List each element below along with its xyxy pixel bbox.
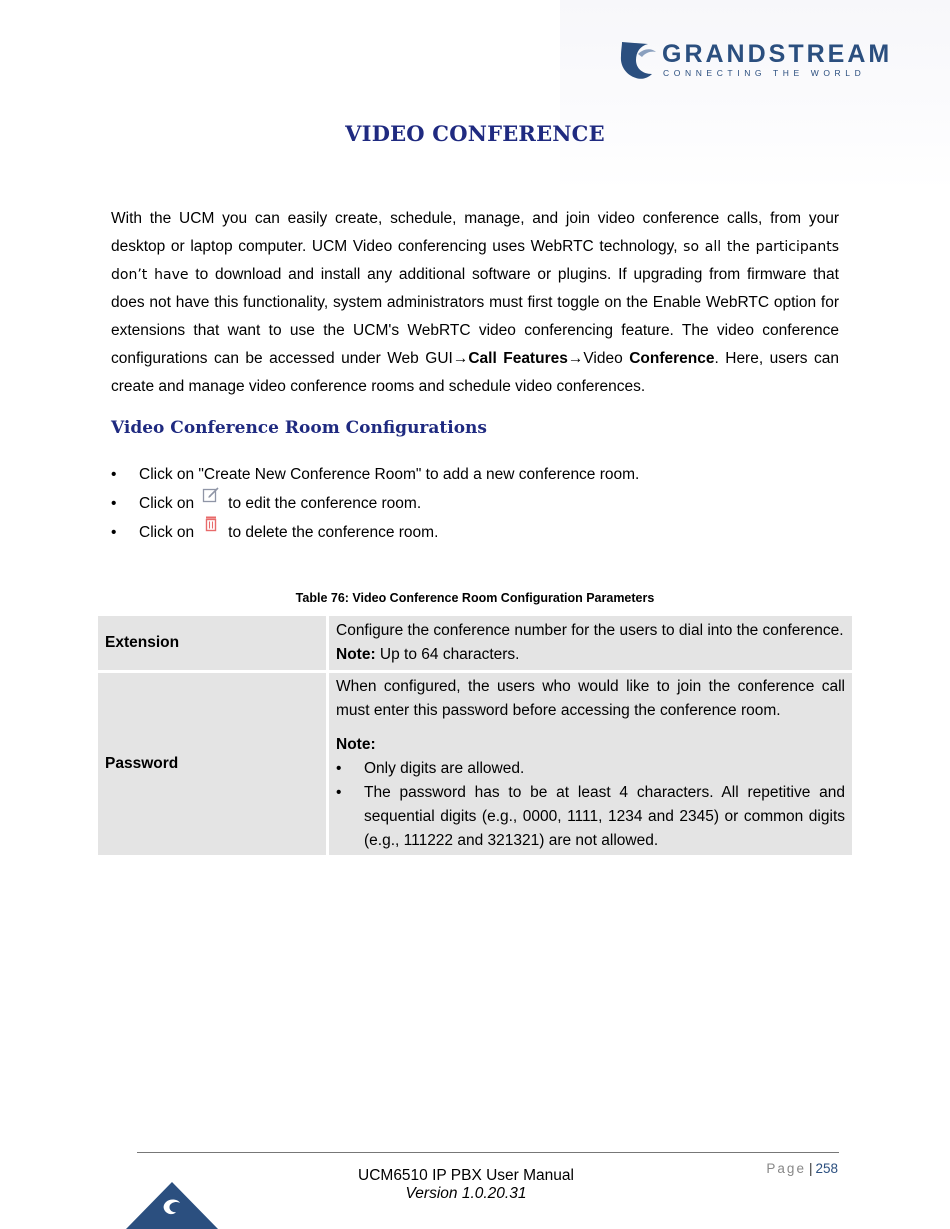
edit-icon: [202, 486, 220, 504]
bullet-icon: •: [111, 524, 117, 541]
grandstream-logo: [618, 40, 893, 85]
bullet-icon: •: [111, 495, 117, 512]
param-label: Extension: [98, 616, 326, 670]
parameters-table: [95, 613, 855, 858]
table-row: [98, 673, 852, 855]
table-caption: Table 76: Video Conference Room Configuration Parameters: [295, 591, 655, 605]
arrow-icon: →: [452, 350, 469, 367]
logo-wordmark: GRANDSTREAM: [662, 40, 893, 68]
footer-version: Version 1.0.20.31: [405, 1185, 527, 1202]
footer-divider: [137, 1152, 839, 1153]
param-description: When configured, the users who would like to join the conference call must enter this password before accessing the conference room. Note: • Only digits are allowed. • The password has to be at least 4 characters. All repetitive and sequential digits (e.g., 0000, 1111, 1234 and 2345) or common digits (e.g., 111222 and 321321) are not allowed.: [329, 673, 852, 855]
footer-manual-title: UCM6510 IP PBX User Manual: [358, 1167, 574, 1184]
list-item: • Click on to delete the conference room.: [111, 519, 639, 548]
footer-logo-icon: [126, 1182, 218, 1229]
header-background: [560, 0, 950, 190]
page-title: VIDEO CONFERENCE: [345, 121, 605, 146]
menu-path-conference: Conference: [629, 350, 715, 367]
note-list: [336, 757, 845, 853]
trash-icon: [202, 515, 220, 533]
instruction-list: [111, 461, 639, 548]
intro-paragraph: With the UCM you can easily create, schedule, manage, and join video conference calls, from your desktop or laptop computer. UCM Video conferencing uses WebRTC technology, so all the participants don’t have to download and install any additional software or plugins. If upgrading from firmware that does not have this functionality, system administrators must first toggle on the Enable WebRTC option for extensions that want to use the UCM's WebRTC video conferencing feature. The video conference configurations can be accessed under Web GUI→Call Features→Video Conference. Here, users can create and manage video conference rooms and schedule video conferences.: [111, 210, 839, 395]
page-number: Page | 258: [766, 1161, 838, 1176]
menu-path-call-features: Call Features: [468, 350, 568, 367]
arrow-icon: →: [567, 350, 584, 367]
bullet-icon: •: [336, 760, 342, 777]
table-row: [98, 616, 852, 670]
section-heading: Video Conference Room Configurations: [111, 418, 487, 438]
list-item: • The password has to be at least 4 characters. All repetitive and sequential digits (e.g., 0000, 1111, 1234 and 2345) or common digits (e.g., 111222 and 321321) are not allowed.: [336, 781, 845, 853]
grandstream-mark-icon: [618, 40, 658, 80]
param-description: Configure the conference number for the users to dial into the conference. Note: Up to 64 characters.: [329, 616, 852, 670]
list-item: • Click on "Create New Conference Room" to add a new conference room.: [111, 461, 639, 490]
param-label: Password: [98, 673, 326, 855]
bullet-icon: •: [336, 784, 342, 801]
bullet-icon: •: [111, 466, 117, 483]
logo-tagline: CONNECTING THE WORLD: [663, 68, 866, 78]
list-item: • Only digits are allowed.: [336, 757, 845, 781]
list-item: • Click on to edit the conference room.: [111, 490, 639, 519]
